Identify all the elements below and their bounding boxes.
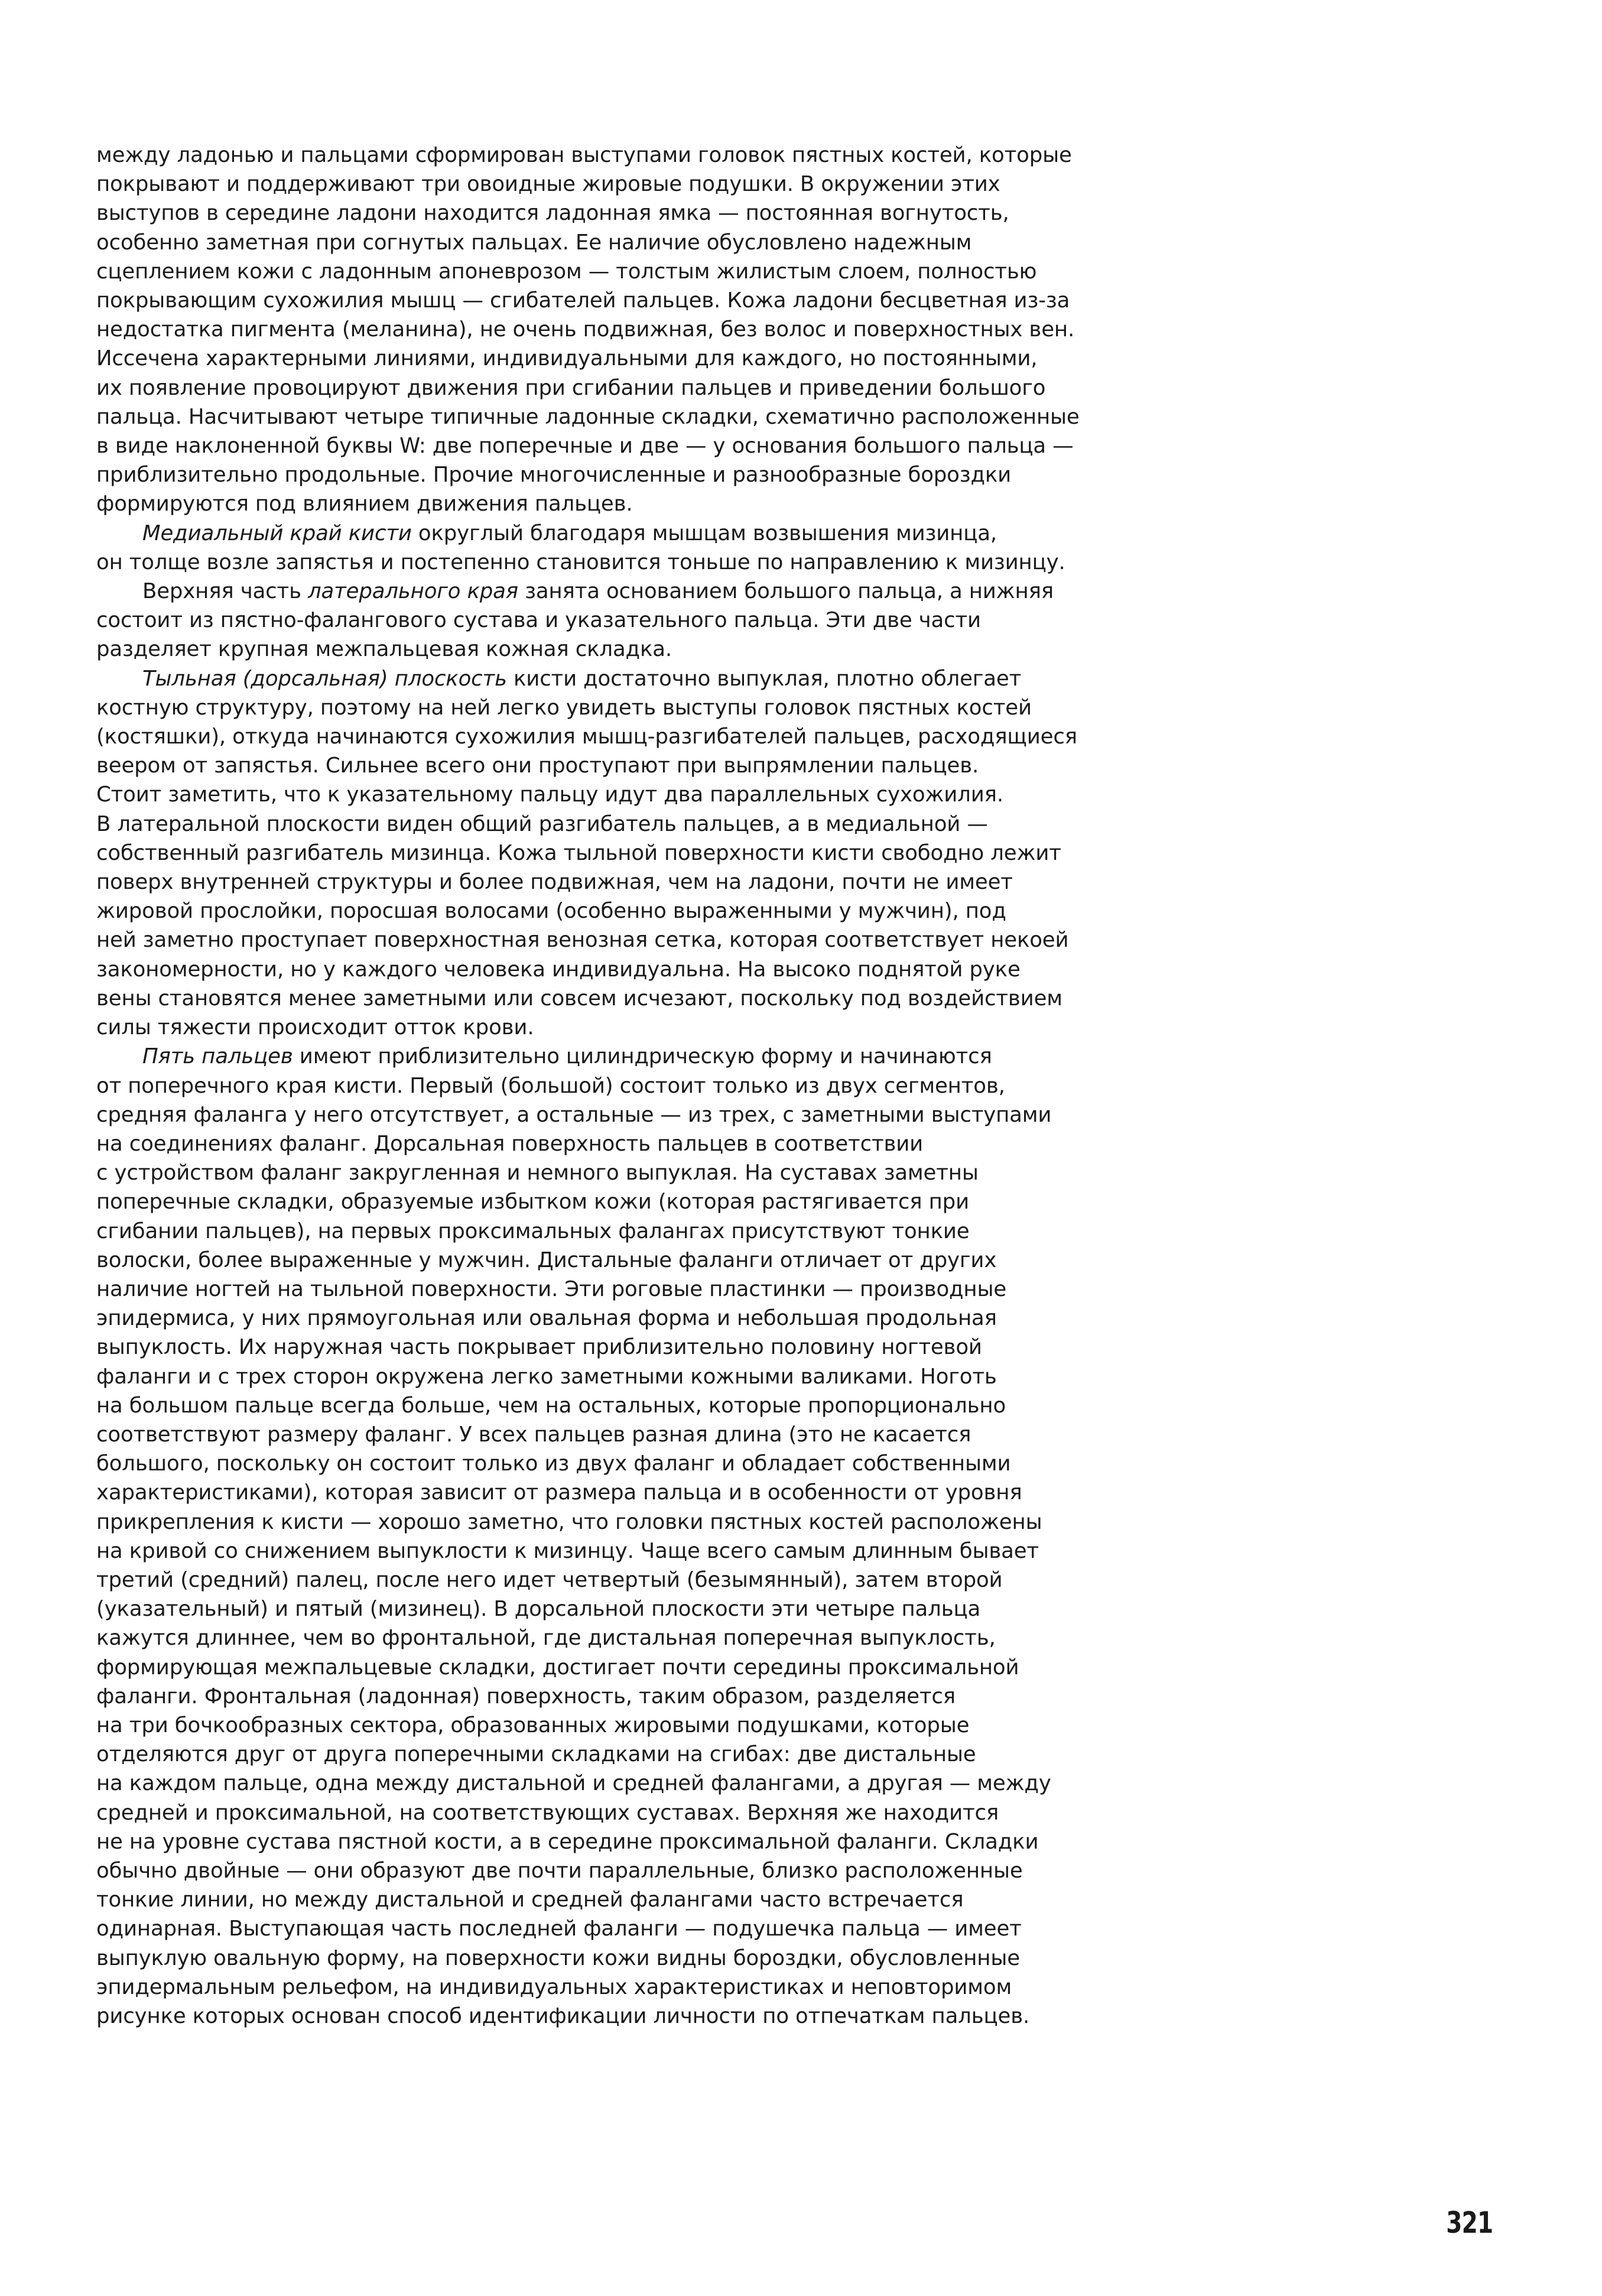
text-line: их появление провоцируют движения при сгибании пальцев и приведении большого	[96, 375, 1046, 400]
body-text	[96, 141, 1101, 2031]
text-line: между ладонью и пальцами сформирован выступами головок пястных костей, которые	[96, 143, 1072, 167]
text-line: силы тяжести происходит отток крови.	[96, 1015, 534, 1040]
term-italic: Тыльная (дорсальная) плоскость	[142, 666, 507, 691]
paragraph-dorsal	[96, 664, 1101, 1043]
text-line: не на уровне сустава пястной кости, а в середине проксимальной фаланги. Складки	[96, 1829, 1039, 1854]
text-line: сгибании пальцев), на первых проксимальных фалангах присутствуют тонкие	[96, 1219, 970, 1243]
text-line: с устройством фаланг закругленная и немного выпуклая. На суставах заметны	[96, 1161, 979, 1186]
text-line: большого, поскольку он состоит только из двух фаланг и обладает собственными	[96, 1451, 1011, 1476]
text-line: (указательный) и пятый (мизинец). В дорсальной плоскости эти четыре пальца	[96, 1597, 981, 1622]
paragraph-palm	[96, 141, 1101, 519]
text-line: покрывают и поддерживают три овоидные жировые подушки. В окружении этих	[96, 172, 1000, 197]
text-line: закономерности, но у каждого человека индивидуальна. На высоко поднятой руке	[96, 957, 1021, 982]
text-line: собственный разгибатель мизинца. Кожа тыльной поверхности кисти свободно лежит	[96, 840, 1061, 865]
text-line: на большом пальце всегда больше, чем на остальных, которые пропорционально	[96, 1393, 1006, 1418]
text-line: от поперечного края кисти. Первый (большой) состоит только из двух сегментов,	[96, 1073, 1005, 1098]
text-line: веером от запястья. Сильнее всего они проступают при выпрямлении пальцев.	[96, 754, 979, 778]
term-italic: Медиальный край кисти	[142, 521, 412, 545]
text-line: покрывающим сухожилия мышц — сгибателей пальцев. Кожа ладони бесцветная из-за	[96, 288, 1070, 313]
text-line: формирующая межпальцевые складки, достигает почти середины проксимальной	[96, 1655, 1019, 1680]
text-line: Иссечена характерными линиями, индивидуальными для каждого, но постоянными,	[96, 346, 1038, 371]
text-line: ней заметно проступает поверхностная венозная сетка, которая соответствует некоей	[96, 928, 1069, 953]
text-line: пальца. Насчитывают четыре типичные ладонные складки, схематично расположенные	[96, 404, 1080, 429]
text-line: разделяет крупная межпальцевая кожная складка.	[96, 637, 672, 662]
text-line: поверх внутренней структуры и более подвижная, чем на ладони, почти не имеет	[96, 870, 1013, 895]
text-line: состоит из пястно-фалангового сустава и указательного пальца. Эти две части	[96, 608, 981, 633]
text-line: имеют приблизительно цилиндрическую форму и начинаются	[293, 1044, 992, 1069]
text-line: отделяются друг от друга поперечными складками на сгибах: две дистальные	[96, 1742, 976, 1767]
text-line: соответствуют размеру фаланг. У всех пальцев разная длина (это не касается	[96, 1422, 971, 1447]
text-line: (костяшки), откуда начинаются сухожилия мышц-разгибателей пальцев, расходящиеся	[96, 725, 1077, 749]
term-italic: латерального края	[307, 579, 518, 604]
text-line: фаланги. Фронтальная (ладонная) поверхность, таким образом, разделяется	[96, 1684, 956, 1709]
text-line: средняя фаланга у него отсутствует, а остальные — из трех, с заметными выступами	[96, 1102, 1052, 1127]
text-line: приблизительно продольные. Прочие многочисленные и разнообразные бороздки	[96, 463, 1012, 488]
text-line: одинарная. Выступающая часть последней фаланги — подушечка пальца — имеет	[96, 1917, 1022, 1941]
text-line: Стоит заметить, что к указательному пальцу идут два параллельных сухожилия.	[96, 782, 1003, 807]
text-line: наличие ногтей на тыльной поверхности. Эти роговые пластинки — производные	[96, 1277, 1007, 1301]
text-line: тонкие линии, но между дистальной и средней фалангами часто встречается	[96, 1888, 964, 1912]
text-line: эпидермиса, у них прямоугольная или овальная форма и небольшая продольная	[96, 1306, 997, 1331]
paragraph-medial-edge	[96, 519, 1101, 577]
text-line: в виде наклоненной буквы W: две поперечные и две — у основания большого пальца —	[96, 434, 1074, 459]
text-line: поперечные складки, образуемые избытком кожи (которая растягивается при	[96, 1190, 969, 1214]
text-line: третий (средний) палец, после него идет четвертый (безымянный), затем второй	[96, 1567, 1003, 1592]
text-line: на кривой со снижением выпуклости к мизинцу. Чаще всего самым длинным бывает	[96, 1538, 1039, 1563]
text-line: недостатка пигмента (меланина), не очень подвижная, без волос и поверхностных вен.	[96, 317, 1075, 342]
text-line: занята основанием большого пальца, а нижняя	[518, 579, 1054, 604]
text-line: В латеральной плоскости виден общий разгибатель пальцев, а в медиальной —	[96, 811, 988, 836]
text-line: на каждом пальце, одна между дистальной и средней фалангами, а другая — между	[96, 1771, 1051, 1796]
text-line: он толще возле запястья и постепенно становится тоньше по направлению к мизинцу.	[96, 550, 1065, 574]
text-line: кажутся длиннее, чем во фронтальной, где дистальная поперечная выпуклость,	[96, 1626, 996, 1651]
text-line: обычно двойные — они образуют две почти параллельные, близко расположенные	[96, 1858, 1023, 1883]
text-lead: Верхняя часть	[142, 579, 308, 604]
text-line: выпуклую овальную форму, на поверхности кожи видны бороздки, обусловленные	[96, 1946, 1020, 1970]
text-line: сцеплением кожи с ладонным апоневрозом — толстым жилистым слоем, полностью	[96, 259, 1037, 284]
text-line: формируются под влиянием движения пальцев.	[96, 492, 633, 517]
term-italic: Пять пальцев	[142, 1044, 293, 1069]
text-line: фаланги и с трех сторон окружена легко заметными кожными валиками. Ноготь	[96, 1364, 997, 1389]
text-line: выпуклость. Их наружная часть покрывает приблизительно половину ногтевой	[96, 1335, 982, 1360]
text-line: на три бочкообразных сектора, образованных жировыми подушками, которые	[96, 1713, 970, 1738]
text-line: эпидермальным рельефом, на индивидуальных характеристиках и неповторимом	[96, 1975, 1012, 1999]
text-line: жировой прослойки, поросшая волосами (особенно выраженными у мужчин), под	[96, 899, 1006, 924]
text-line: рисунке которых основан способ идентификации личности по отпечаткам пальцев.	[96, 2004, 1030, 2028]
text-line: вены становятся менее заметными или совсем исчезают, поскольку под воздействием	[96, 986, 1062, 1011]
text-line: характеристиками), которая зависит от размера пальца и в особенности от уровня	[96, 1480, 1022, 1505]
text-line: средней и проксимальной, на соответствующих суставах. Верхняя же находится	[96, 1800, 999, 1825]
text-line: кисти достаточно выпуклая, плотно облегает	[506, 666, 1022, 691]
text-line: особенно заметная при согнутых пальцах. Ее наличие обусловлено надежным	[96, 230, 972, 255]
paragraph-lateral-edge	[96, 577, 1101, 664]
text-line: костную структуру, поэтому на ней легко увидеть выступы головок пястных костей	[96, 695, 1032, 720]
text-line: на соединениях фаланг. Дорсальная поверхность пальцев в соответствии	[96, 1131, 924, 1156]
text-line: прикрепления к кисти — хорошо заметно, что головки пястных костей расположены	[96, 1509, 1042, 1534]
text-line: выступов в середине ладони находится ладонная ямка — постоянная вогнутость,	[96, 201, 1009, 226]
text-line: округлый благодаря мышцам возвышения мизинца,	[411, 521, 997, 545]
text-line: волоски, более выраженные у мужчин. Дистальные фаланги отличает от других	[96, 1248, 997, 1272]
page-number: 321	[1445, 2206, 1493, 2240]
paragraph-fingers	[96, 1042, 1101, 2031]
